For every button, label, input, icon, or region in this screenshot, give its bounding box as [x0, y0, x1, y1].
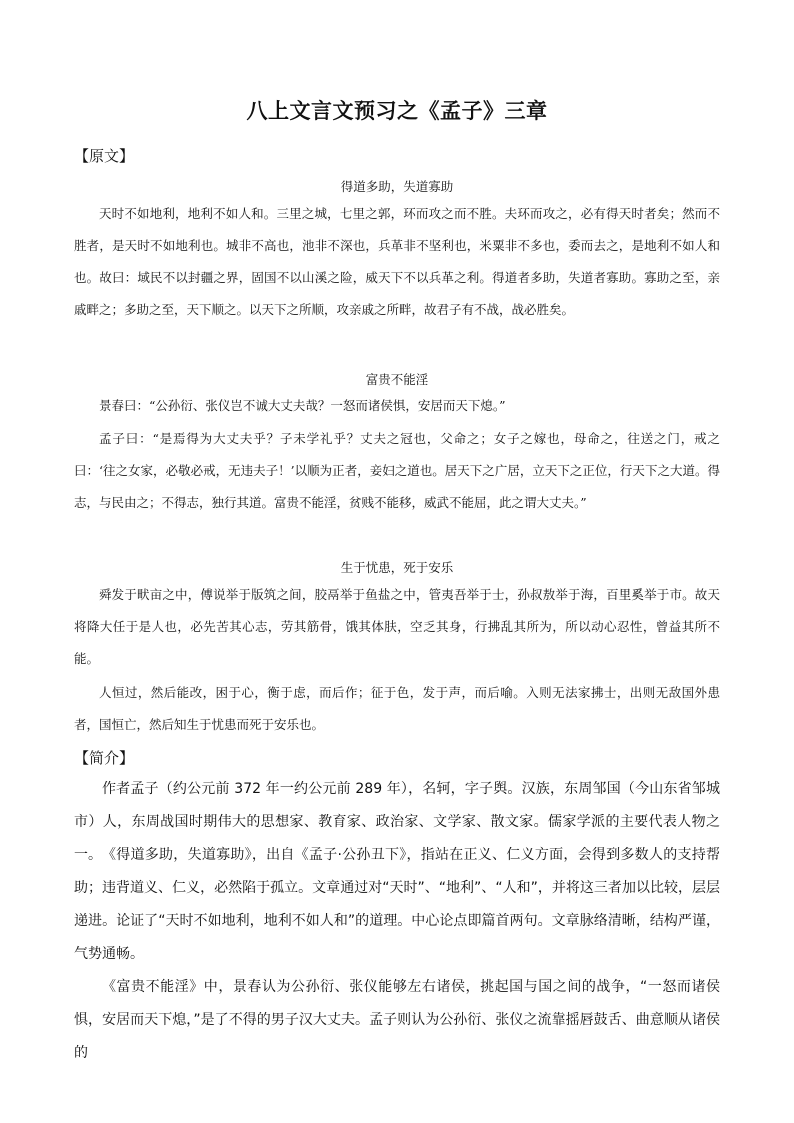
passage-title-1: 得道多助，失道寡助 — [340, 179, 454, 194]
passage-3-text-2: 人恒过，然后能改，困于心，衡于虑，而后作；征于色，发于声，而后喻。入则无法家拂士，出则无敌国外患者，国恒亡，然后知生于忧患而死于安乐也。 — [74, 685, 720, 732]
passage-2-text-2: 孟子曰：“是焉得为大丈夫乎？子未学礼乎？丈夫之冠也，父命之；女子之嫁也，母命之，往送之门，戒之曰：‘往之女家，必敬必戒，无违夫子！’以顺为正者，妾妇之道也。居天下之广居，立天下之正位，行天下之大道。得志，与民由之；不得志，独行其道。富贵不能淫，贫贱不能移，威武不能屈，此之谓大丈夫。” — [74, 431, 720, 510]
passage-1-text: 天时不如地利，地利不如人和。三里之城，七里之郭，环而攻之而不胜。夫环而攻之，必有得天时者矣；然而不胜者，是天时不如地利也。城非不高也，池非不深也，兵革非不坚利也，米粟非不多也，委而去之，是地利不如人和也。故曰：域民不以封疆之界，固国不以山溪之险，威天下不以兵革之利。得道者多助，失道者寡助。寡助之至，亲戚畔之；多助之至，天下顺之。以天下之所顺，攻亲戚之所畔，故君子有不战，战必胜矣。 — [74, 206, 720, 317]
passage-3-text-1: 舜发于畎亩之中，傅说举于版筑之间，胶鬲举于鱼盐之中，管夷吾举于士，孙叔敖举于海，百里奚举于市。故天将降大任于是人也，必先苦其心志，劳其筋骨，饿其体肤，空乏其身，行拂乱其所为，所以动心忍性，曾益其所不能。 — [74, 587, 720, 666]
passage-2-text-1: 景春曰：“公孙衍、张仪岂不诚大丈夫哉？一怒而诸侯惧，安居而天下熄。” — [99, 398, 506, 413]
intro-paragraph-1: 作者孟子（约公元前 372 年一约公元前 289 年），名轲，字子舆。汉族，东周邹国（今山东省邹城市）人，东周战国时期伟大的思想家、教育家、政治家、文学家、散文家。儒家学派的主要代表人物之一。 — [74, 781, 720, 863]
document-title: 八上文言文预习之《孟子》三章 — [246, 99, 548, 123]
section-label-intro: 【简介】 — [74, 749, 135, 767]
passage-title-2: 富贵不能淫 — [365, 372, 429, 387]
section-label-original: 【原文】 — [74, 147, 135, 165]
intro-paragraph-2: 《得道多助，失道寡助》，出自《孟子·公孙丑下》，指站在正义、仁义方面，会得到多数人的支持帮助；违背道义、仁义，必然陷于孤立。文章通过对“天时”、“地利”、“人和”，并将这三者加以比较，层层递进。论证了“天时不如地利，地利不如人和”的道理。中心论点即篇首两句。文章脉络清晰，结构严谨，气势通畅。 — [74, 847, 720, 962]
passage-title-3: 生于忧患，死于安乐 — [340, 560, 454, 575]
intro-paragraph-3: 《富贵不能淫》中，景春认为公孙衍、张仪能够左右诸侯，挑起国与国之间的战争，“一怒而诸侯惧，安居而天下熄，”是了不得的男子汉大丈夫。孟子则认为公孙衍、张仪之流靠摇唇鼓舌、曲意顺从诸侯的 — [74, 979, 720, 1061]
